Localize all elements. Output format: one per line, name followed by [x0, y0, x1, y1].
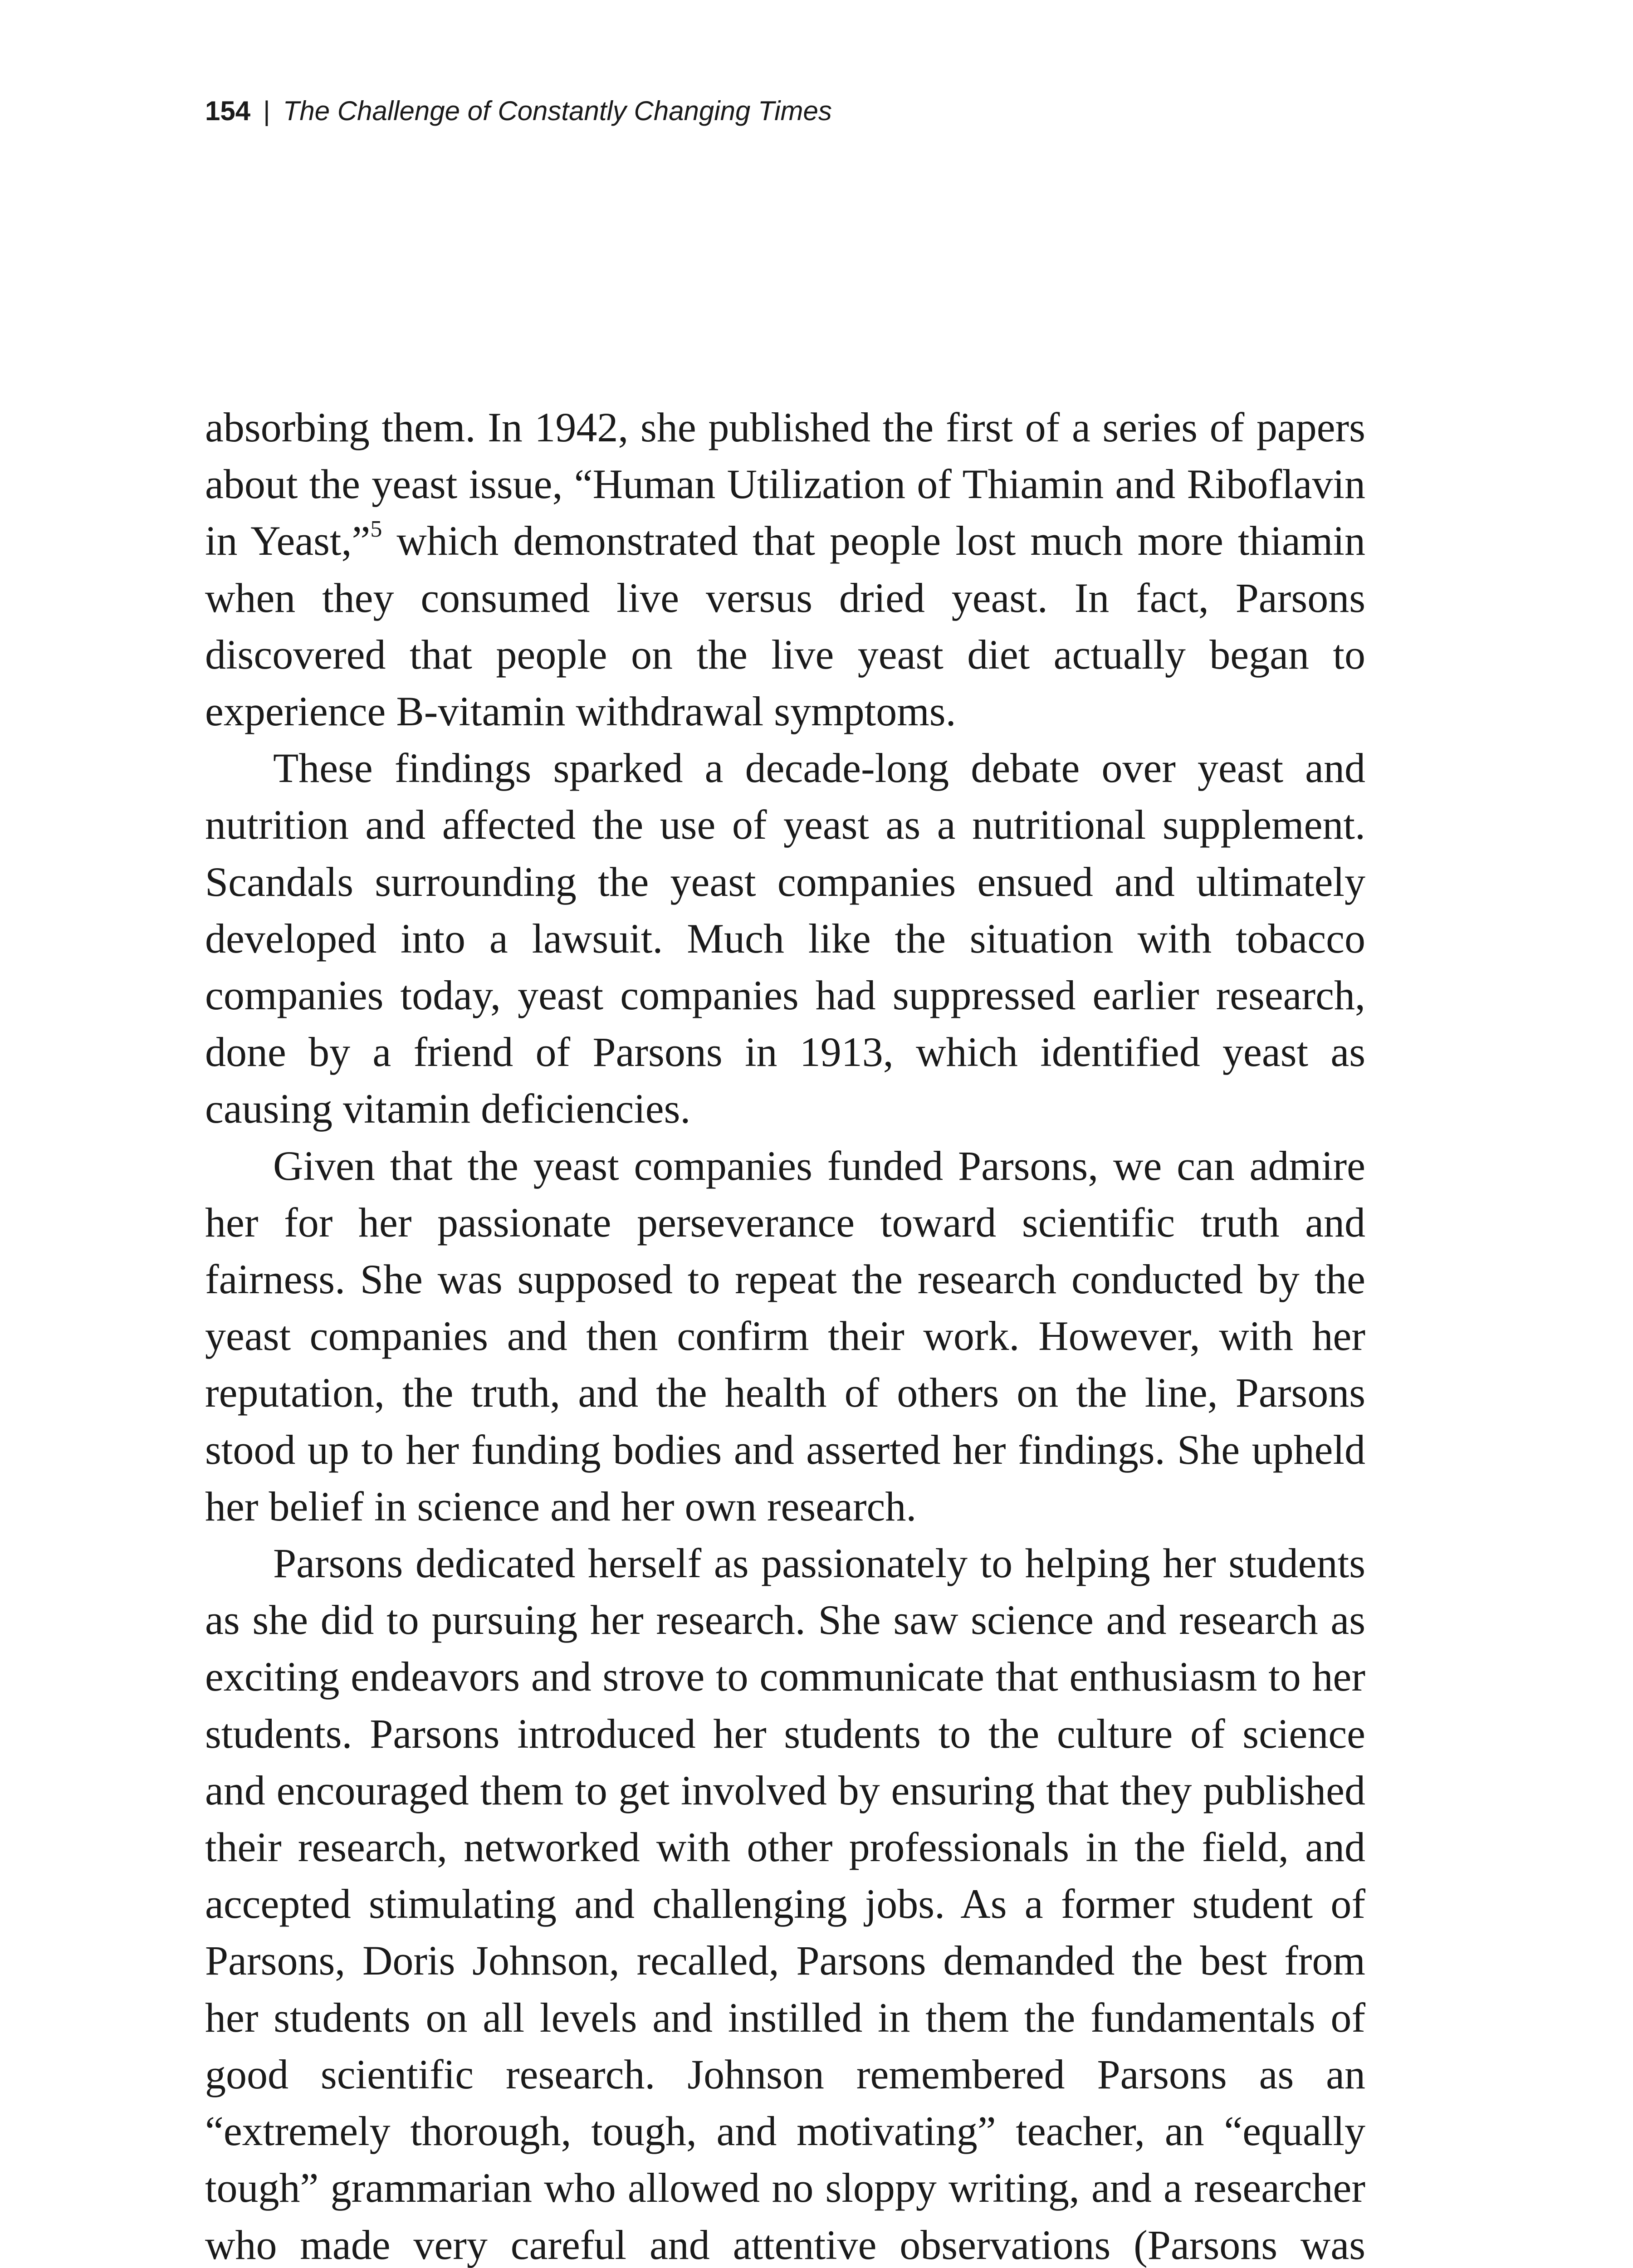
page-number: 154	[205, 96, 251, 126]
paragraph-continued	[205, 399, 1365, 740]
running-head	[205, 95, 832, 127]
body-text	[205, 399, 1365, 2268]
paragraph-text: absorbing them. In 1942, she published the first of a series of papers about the yeast issue, “Human Utilization of Thiamin and Riboflavin in Yeast,”	[205, 404, 1365, 564]
header-separator: |	[263, 96, 270, 126]
paragraph: Parsons dedicated herself as passionately to helping her students as she did to pursuing her research. She saw science and research as exciting endeavors and strove to communicate that enthusiasm to her students. Parsons introduced her students to the culture of science and encouraged them to get involved by ensuring that they published their research, networked with other professionals in the field, and accepted stimulating and challenging jobs. As a former student of Parsons, Doris Johnson, recalled, Parsons demanded the best from her students on all levels and instilled in them the fundamentals of good scientific research. Johnson remembered Parsons as an “extremely thorough, tough, and motivating” teacher, an “equally tough” grammarian who allowed no sloppy writing, and a researcher who made very careful and attentive observations (Parsons was	[205, 1540, 1365, 2268]
paragraph: These findings sparked a decade-long debate over yeast and nutrition and affected the use of yeast as a nutritional supplement. Scandals surrounding the yeast companies ensued and ultimately developed into a lawsuit. Much like the situation with tobacco companies today, yeast companies had suppressed earlier research, done by a friend of Parsons in 1913, which identified yeast as causing vitamin deficiencies.	[205, 745, 1365, 1132]
footnote-reference: 5	[370, 516, 382, 543]
running-head-title: The Challenge of Constantly Changing Times	[283, 96, 832, 126]
paragraph-text: which demonstrated that people lost much more thiamin when they consumed live versus dried yeast. In fact, Parsons discovered that people on the live yeast diet actually began to experience B-vitamin withdrawal symptoms.	[205, 518, 1365, 735]
paragraph: Given that the yeast companies funded Parsons, we can admire her for her passionate perseverance toward scientific truth and fairness. She was supposed to repeat the research conducted by the yeast companies and then confirm their work. However, with her reputation, the truth, and the health of others on the line, Parsons stood up to her funding bodies and asserted her findings. She upheld her belief in science and her own research.	[205, 1142, 1365, 1530]
